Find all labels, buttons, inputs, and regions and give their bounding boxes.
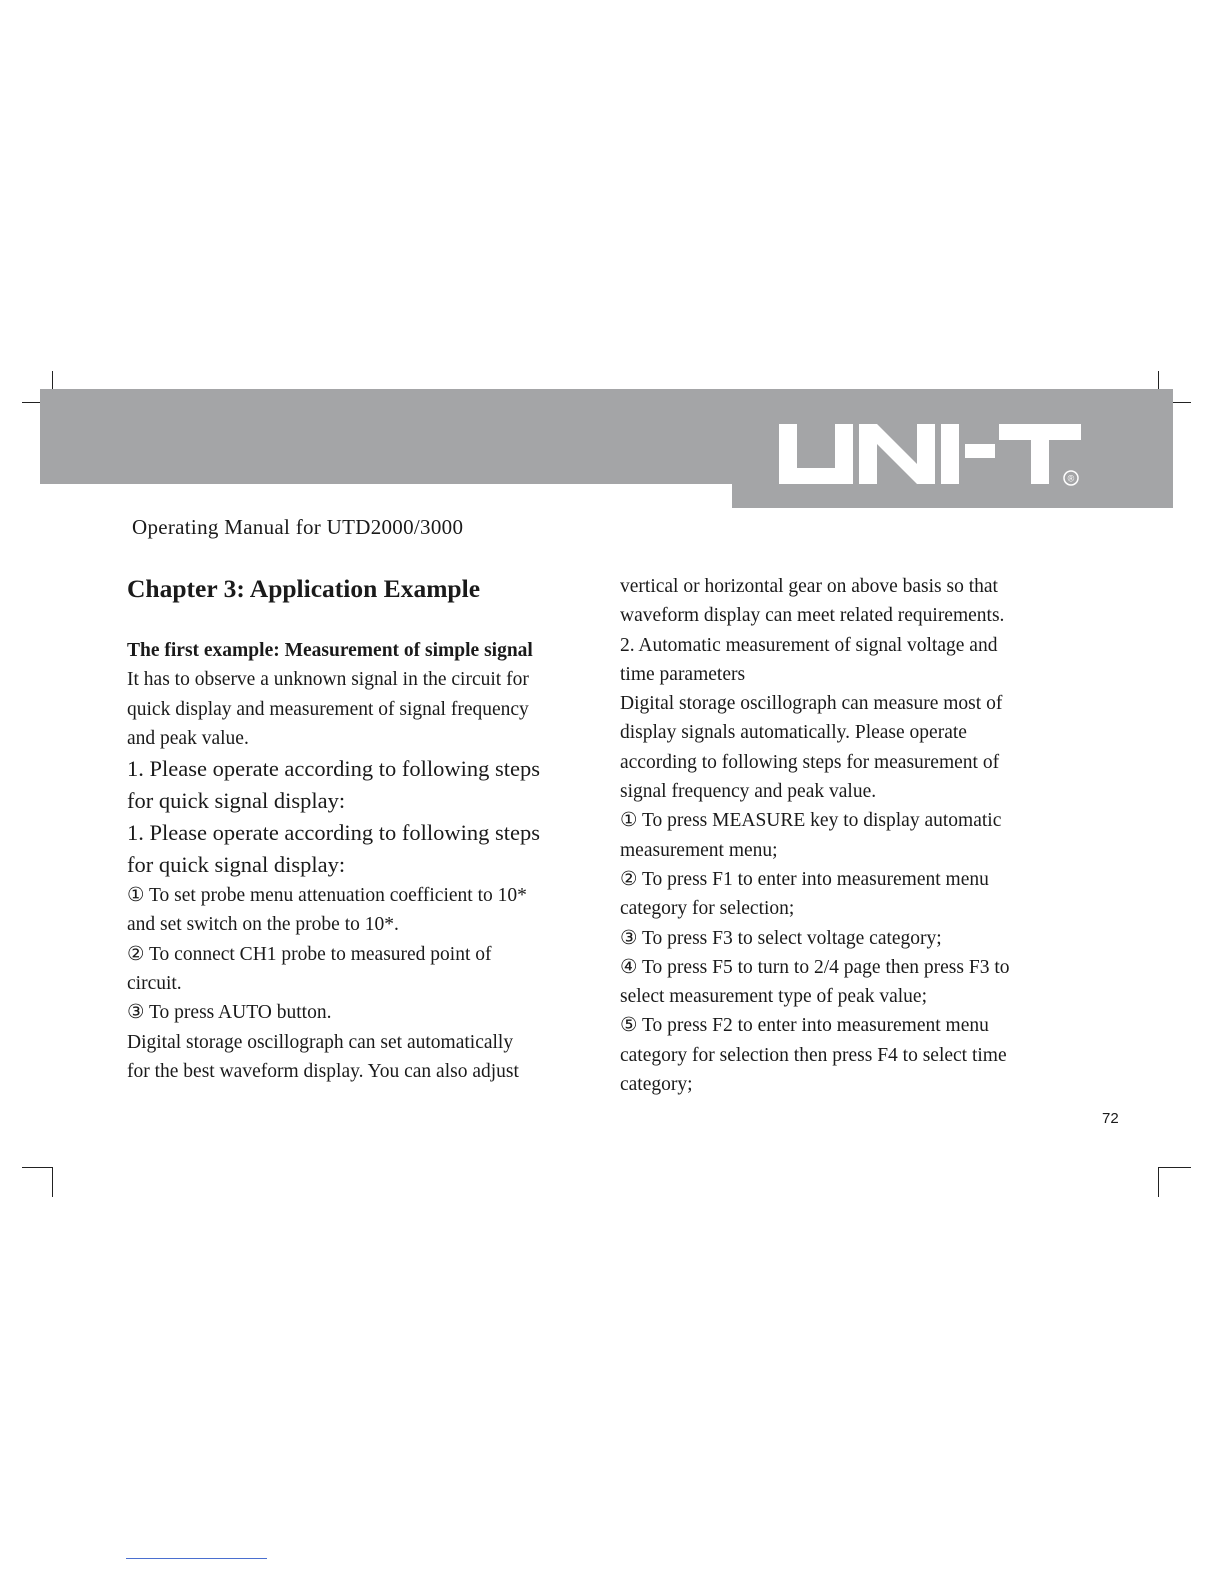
- text-line: category for selection then press F4 to select time: [620, 1044, 1007, 1066]
- text-line: quick display and measurement of signal frequency: [127, 698, 529, 720]
- text-line: It has to observe a unknown signal in the circuit for: [127, 669, 529, 691]
- chapter-title: Chapter 3: Application Example: [127, 574, 481, 603]
- text-line: and peak value.: [127, 727, 249, 749]
- footer-rule: [126, 1558, 267, 1559]
- page-number: 72: [1102, 1110, 1119, 1127]
- manual-title: Operating Manual for UTD2000/3000: [132, 515, 464, 539]
- example-heading: The first example: Measurement of simple signal: [127, 640, 533, 661]
- crop-mark: [1158, 371, 1159, 389]
- crop-mark: [22, 402, 40, 403]
- text-line: vertical or horizontal gear on above basis so that: [620, 576, 998, 597]
- text-line: ② To connect CH1 probe to measured point of: [127, 943, 492, 965]
- text-line: display signals automatically. Please operate: [620, 722, 967, 744]
- text-line: signal frequency and peak value.: [620, 781, 877, 803]
- text-line: measurement menu;: [620, 839, 778, 861]
- crop-mark: [22, 1167, 53, 1168]
- crop-mark: [52, 1167, 53, 1197]
- text-line: category for selection;: [620, 898, 795, 920]
- text-line: for quick signal display:: [127, 852, 346, 878]
- text-line: 1. Please operate according to following steps: [127, 820, 541, 846]
- uni-t-logo: [775, 418, 1085, 490]
- text-line: circuit.: [127, 973, 182, 995]
- crop-mark: [1173, 402, 1191, 403]
- text-line: select measurement type of peak value;: [620, 986, 927, 1008]
- text-line: ③ To press AUTO button.: [127, 1002, 332, 1024]
- text-line: category;: [620, 1074, 693, 1096]
- text-line: Digital storage oscillograph can measure most of: [620, 693, 1003, 715]
- text-line: ② To press F1 to enter into measurement menu: [620, 868, 989, 890]
- registered-mark: ®: [1067, 473, 1075, 484]
- text-line: ① To press MEASURE key to display automatic: [620, 810, 1002, 832]
- text-line: ③ To press F3 to select voltage category;: [620, 927, 942, 949]
- text-line: time parameters: [620, 663, 746, 685]
- text-line: ① To set probe menu attenuation coefficient to 10*: [127, 885, 527, 907]
- text-line: and set switch on the probe to 10*.: [127, 914, 399, 936]
- text-line: ④ To press F5 to turn to 2/4 page then press F3 to: [620, 956, 1010, 978]
- text-line: Digital storage oscillograph can set automatically: [127, 1031, 514, 1053]
- text-line: 1. Please operate according to following steps: [127, 756, 541, 782]
- crop-mark: [1158, 1167, 1191, 1168]
- crop-mark: [1158, 1167, 1159, 1197]
- text-line: for the best waveform display. You can also adjust: [127, 1060, 519, 1082]
- right-column: [620, 572, 1100, 1099]
- text-line: waveform display can meet related requirements.: [620, 605, 1005, 627]
- text-line: 2. Automatic measurement of signal voltage and: [620, 634, 998, 656]
- text-line: ⑤ To press F2 to enter into measurement menu: [620, 1015, 989, 1037]
- left-column: [127, 572, 597, 1086]
- text-line: according to following steps for measurement of: [620, 751, 1000, 773]
- text-line: for quick signal display:: [127, 788, 346, 814]
- crop-mark: [52, 371, 53, 389]
